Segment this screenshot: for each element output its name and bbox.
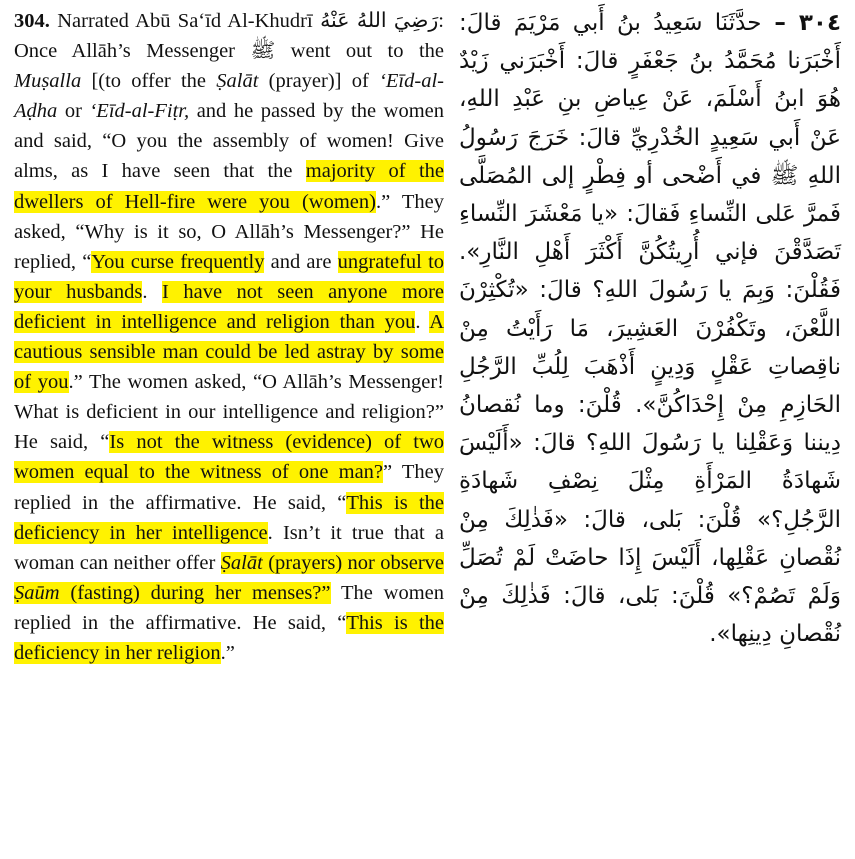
highlighted-text: Is not the witness (evidence) of two women equal to the witness of one man? <box>14 431 444 484</box>
text-run: Ṣalāt <box>216 70 259 93</box>
highlighted-text: A cautious sensible man could be led astray by some of you <box>14 310 444 394</box>
text-run: or <box>57 100 90 123</box>
highlighted-text: This is the deficiency in her religion <box>14 611 444 664</box>
text-run: . <box>142 280 163 303</box>
hadith-number: 304. <box>14 10 50 32</box>
text-run: .” The women asked, “O Allāh’s Messenger! What is deficient in our intelligence and religion?” He said, “ <box>14 371 445 454</box>
text-run: The women replied in the affirmative. He said, “ <box>14 581 444 634</box>
text-run: . Isn’t it true that a woman can neither offer <box>14 521 444 574</box>
highlighted-text: You curse frequently <box>91 250 265 273</box>
text-run: [(to offer the <box>81 70 217 93</box>
hadith-number-arabic: ٣٠٤ – <box>761 10 841 36</box>
text-run: and are <box>264 250 338 273</box>
highlighted-text: Ṣaūm <box>14 581 60 604</box>
hadith-paragraph-arabic <box>459 4 841 653</box>
text-run: (prayer)] of <box>258 70 380 93</box>
highlighted-text: ungrateful to your husbands <box>14 250 445 303</box>
text-run: Narrated Abū Sa‘īd Al-Khudrī رَضِيَ اللهُ عَنْهُ: Once Allāh’s Messenger ﷺ went out to the <box>14 10 444 63</box>
text-run: . <box>415 310 430 333</box>
hadith-paragraph-english <box>14 6 444 668</box>
highlighted-text: (prayers) nor observe <box>262 551 445 574</box>
text-run: Muṣalla <box>14 70 82 93</box>
text-run: .” <box>220 641 235 664</box>
text-run: and he passed by the women and said, “O you the assembly of women! Give alms, as I have seen that the <box>14 100 444 183</box>
hadith-body <box>14 10 444 664</box>
arabic-original <box>459 4 841 653</box>
highlighted-text: majority of the dwellers of Hell-fire were you (women) <box>14 160 444 213</box>
highlighted-text: (fasting) during her menses?” <box>59 581 331 604</box>
english-translation <box>14 6 444 668</box>
text-run: .” They asked, “Why is it so, O Allāh’s Messenger?” He replied, “ <box>14 190 444 273</box>
highlighted-text: Ṣalāt <box>220 551 263 574</box>
text-run: ‘Eīd-al-Aḍha <box>14 70 444 123</box>
highlighted-text: This is the deficiency in her intelligence <box>14 491 444 544</box>
highlighted-text: I have not seen anyone more deficient in intelligence and religion than you <box>14 280 445 333</box>
text-run: ‘Eīd-al-Fiṭr, <box>89 100 190 123</box>
text-run: ” They replied in the affirmative. He said, “ <box>14 461 444 514</box>
arabic-body: حدَّثَنَا سَعِيدُ بنُ أَبي مَرْيَمَ قالَ: أَخْبَرَنا مُحَمَّدُ بنُ جَعْفَرٍ قالَ: أَخْبَرَني زَيْدٌ هُوَ ابنُ أَسْلَمَ، عَنْ عِياضِ بنِ عَبْدِ اللهِ، عَنْ أَبي سَعِيدٍ الخُدْرِيِّ قالَ: خَرَجَ رَسُولُ اللهِ ﷺ في أَضْحى أو فِطْرٍ إلى المُصَلَّى فَمرَّ عَلى النِّساءِ فَقالَ: «يا مَعْشَرَ النِّساءِ تَصَدَّقْنَ فإني أُرِيتُكُنَّ أَكْثَرَ أَهْلِ النَّارِ». فَقُلْنَ: وَبِمَ يا رَسُولَ اللهِ؟ قالَ: «تُكْثِرْنَ اللَّعْنَ، وتَكْفُرْنَ العَشِيرَ، مَا رَأَيْتُ مِنْ ناقِصاتِ عَقْلٍ وَدِينٍ أَذْهَبَ لِلُبِّ الرَّجُلِ الحَازِمِ مِنْ إِحْدَاكُنَّ». قُلْنَ: وما نُقصانُ دِيننا وَعَقْلِنا يا رَسُولَ اللهِ؟ قالَ: «أَلَيْسَ شَهادَةُ المَرْأَةِ مِثْلَ نِصْفِ شَهادَةِ الرَّجُلِ؟» قُلْنَ: بَلى، قالَ: «فَذٰلِكَ مِنْ نُقْصانِ عَقْلِها، أَلَيْسَ إِذَا حاضَتْ لَمْ تُصَلِّ وَلَمْ تَصُمْ؟» قُلْنَ: بَلى، قالَ: فَذٰلِكَ مِنْ نُقْصانِ دِينِها». <box>459 10 841 648</box>
